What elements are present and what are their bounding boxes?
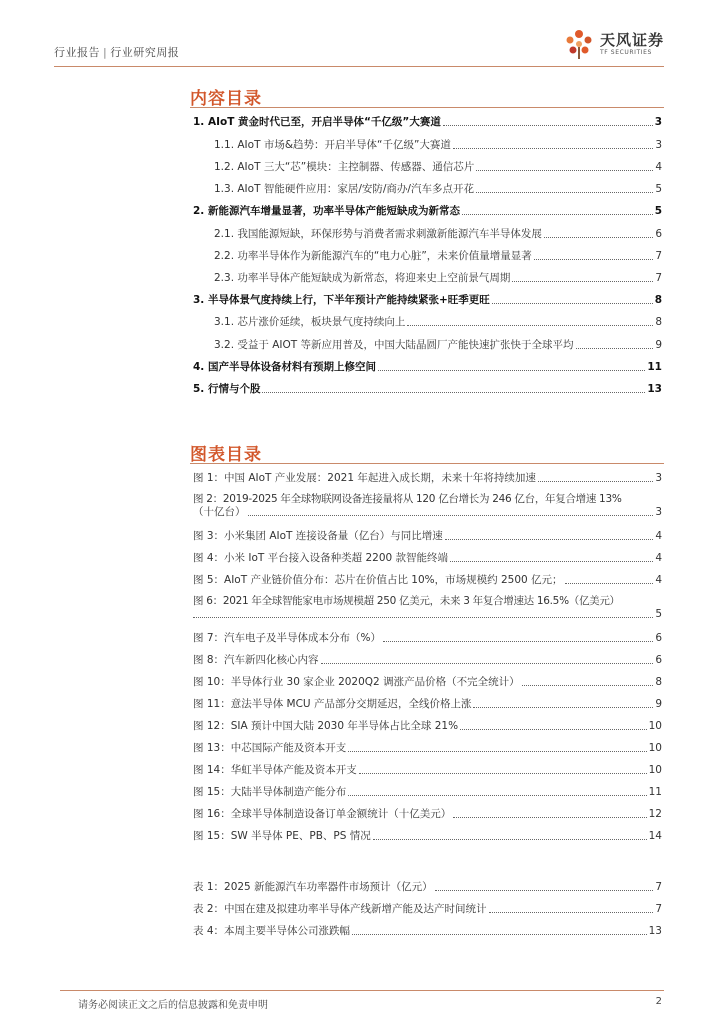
figure-entry[interactable]: 图 3：小米集团 AIoT 连接设备量（亿台）与同比增速 4 (193, 530, 662, 542)
figure-entry[interactable]: 图 5：AIoT 产业链价值分布：芯片在价值占比 10%，市场规模约 2500 亿元； 4 (193, 574, 662, 586)
toc-entry[interactable]: 1.2. AIoT 三大“芯”模块：主控制器、传感器、通信芯片 4 (214, 161, 662, 173)
toc-entry[interactable]: 1.1. AIoT 市场&趋势：开启半导体“千亿级”大赛道 3 (214, 139, 662, 151)
footer-page-number: 2 (655, 996, 662, 1007)
figure-entry[interactable]: 图 14：华虹半导体产能及资本开支 10 (193, 764, 662, 776)
figure-entry[interactable]: 图 10：半导体行业 30 家企业 2020Q2 调涨产品价格（不完全统计） 8 (193, 676, 662, 688)
footer-divider (60, 990, 664, 991)
logo-english-name: TF SECURITIES (599, 48, 652, 56)
figure-entry-line1[interactable]: 图 6：2021 年全球智能家电市场规模超 250 亿美元，未来 3 年复合增速达 16.5%（亿美元） (193, 595, 620, 607)
logo-chinese-name: 天风证券 (599, 30, 664, 49)
toc-entry[interactable]: 4. 国产半导体设备材料有预期上修空间 11 (193, 361, 662, 373)
figure-entry[interactable]: 图 12：SIA 预计中国大陆 2030 年半导体占比全球 21% 10 (193, 720, 662, 732)
figure-entry[interactable]: 图 13：中芯国际产能及资本开支 10 (193, 742, 662, 754)
toc-entry[interactable]: 5. 行情与个股 13 (193, 383, 662, 395)
toc-entry[interactable]: 2.1. 我国能源短缺，环保形势与消费者需求刺激新能源汽车半导体发展 6 (214, 228, 662, 240)
header-separator: | (103, 46, 108, 59)
figure-entry[interactable]: 图 15：大陆半导体制造产能分布 11 (193, 786, 662, 798)
toc-entry[interactable]: 1.3. AIoT 智能硬件应用：家居/安防/商办/汽车多点开花 5 (214, 183, 662, 195)
flower-logo-icon (562, 27, 596, 61)
report-header (54, 44, 179, 60)
figure-entry[interactable]: 5 (193, 605, 662, 621)
table-entry[interactable]: 表 4：本周主要半导体公司涨跌幅 13 (193, 925, 662, 937)
toc-entry[interactable]: 2.2. 功率半导体作为新能源汽车的“电力心脏”，未来价值量增量显著 7 (214, 250, 662, 262)
header-subcategory: 行业研究周报 (110, 46, 180, 59)
toc-entry[interactable]: 1. AIoT 黄金时代已至，开启半导体“千亿级”大赛道 3 (193, 116, 662, 128)
figure-entry[interactable]: 图 8：汽车新四化核心内容 6 (193, 654, 662, 666)
figure-entry-line1[interactable]: 图 2：2019-2025 年全球物联网设备连接量将从 120 亿台增长为 246 亿台，年复合增速 13% (193, 493, 622, 505)
figure-entry[interactable]: 图 15：SW 半导体 PE、PB、PS 情况 14 (193, 830, 662, 842)
table-entry[interactable]: 表 1：2025 新能源汽车功率器件市场预计（亿元） 7 (193, 881, 662, 893)
figure-entry[interactable]: 图 16：全球半导体制造设备订单金额统计（十亿美元） 12 (193, 808, 662, 820)
toc-entry[interactable]: 2.3. 功率半导体产能短缺成为新常态，将迎来史上空前景气周期 7 (214, 272, 662, 284)
toc-entry[interactable]: 3.2. 受益于 AIOT 等新应用普及，中国大陆晶圆厂产能快速扩张快于全球平均 9 (214, 339, 662, 351)
header-divider (54, 66, 664, 67)
figure-entry[interactable]: 图 4：小米 IoT 平台接入设备种类超 2200 款智能终端 4 (193, 552, 662, 564)
figures-title: 图表目录 (190, 445, 262, 465)
toc-title: 内容目录 (190, 89, 262, 109)
figure-entry[interactable]: 图 7：汽车电子及半导体成本分布（%） 6 (193, 632, 662, 644)
footer-disclaimer: 请务必阅读正文之后的信息披露和免责申明 (78, 1000, 268, 1011)
toc-entry[interactable]: 3. 半导体景气度持续上行，下半年预计产能持续紧张+旺季更旺 8 (193, 294, 662, 306)
table-entry[interactable]: 表 2：中国在建及拟建功率半导体产线新增产能及达产时间统计 7 (193, 903, 662, 915)
figure-entry[interactable]: （十亿台） 3 (193, 506, 662, 518)
toc-entry[interactable]: 3.1. 芯片涨价延续，板块景气度持续向上 8 (214, 316, 662, 328)
figure-entry[interactable]: 图 11：意法半导体 MCU 产品部分交期延迟，全线价格上涨 9 (193, 698, 662, 710)
header-category: 行业报告 (54, 46, 100, 59)
toc-title-divider (190, 107, 664, 108)
figure-entry[interactable]: 图 1：中国 AIoT 产业发展：2021 年起进入成长期，未来十年将持续加速 3 (193, 472, 662, 484)
company-logo (562, 26, 664, 62)
figures-title-divider (190, 463, 664, 464)
toc-entry[interactable]: 2. 新能源汽车增量显著，功率半导体产能短缺成为新常态 5 (193, 205, 662, 217)
